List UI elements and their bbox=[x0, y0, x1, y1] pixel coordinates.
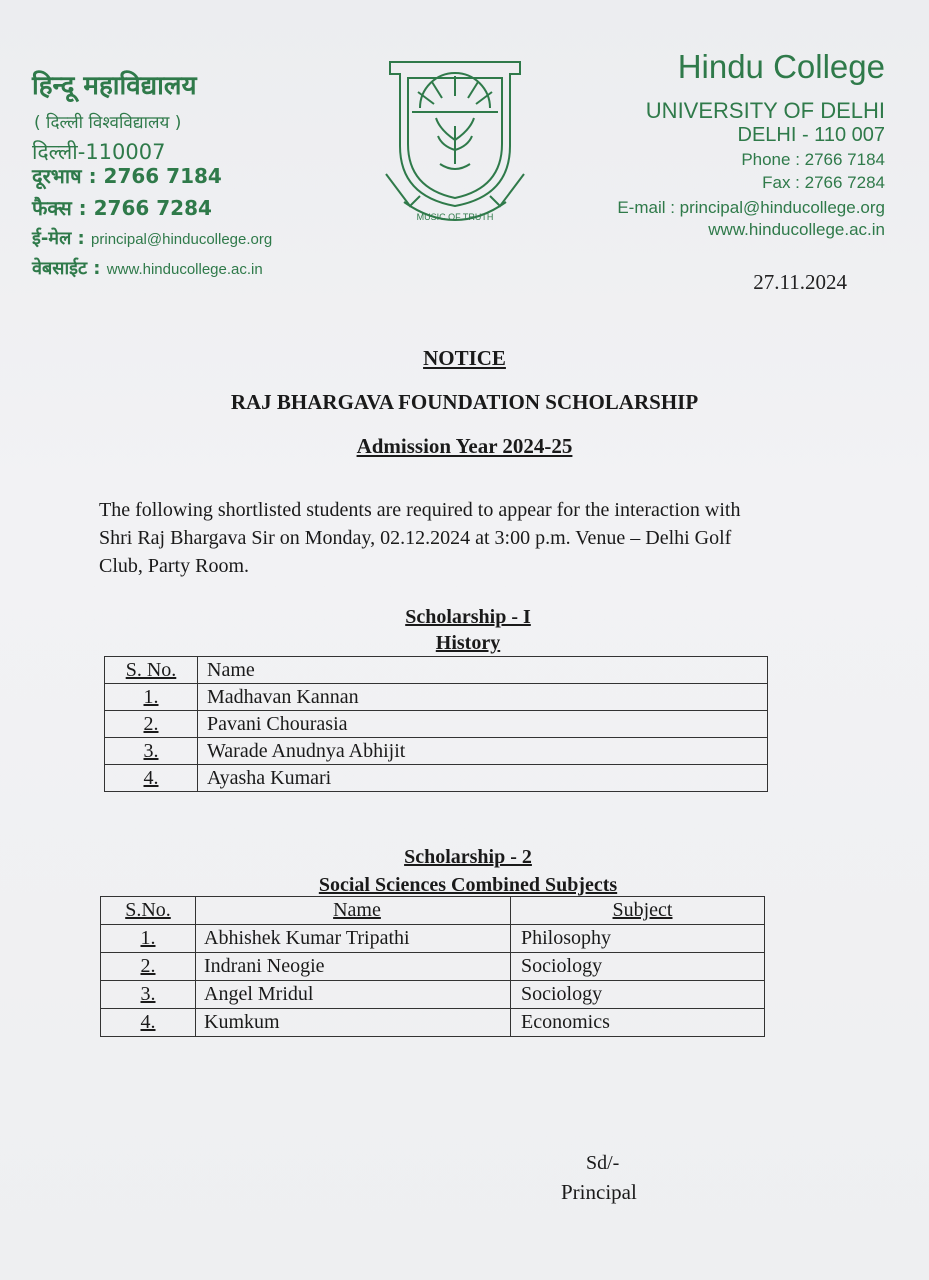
notice-heading: NOTICE bbox=[423, 346, 506, 370]
column-header-subject: Subject bbox=[511, 897, 765, 925]
english-university: UNIVERSITY OF DELHI bbox=[645, 98, 885, 123]
hindi-fax: फैक्स : 2766 7284 bbox=[32, 196, 212, 220]
cell-subject: Sociology bbox=[511, 953, 765, 981]
table-row bbox=[101, 981, 765, 1009]
hindi-email-label: ई-मेल : bbox=[32, 228, 85, 249]
hindi-website-label: वेबसाईट : bbox=[32, 258, 101, 279]
scholarship-scheme-title: RAJ BHARGAVA FOUNDATION SCHOLARSHIP bbox=[230, 390, 699, 414]
crest-motto: MUSIC OF TRUTH bbox=[416, 212, 494, 222]
notice-body-line: Club, Party Room. bbox=[99, 555, 250, 577]
signatory-designation: Principal bbox=[561, 1180, 637, 1204]
cell-name: Kumkum bbox=[196, 1009, 511, 1037]
notice-body-line: The following shortlisted students are required to appear for the interaction with bbox=[99, 499, 741, 521]
cell-name: Madhavan Kannan bbox=[198, 684, 768, 711]
cell-sno: 3. bbox=[101, 981, 196, 1009]
scholarship1-subtitle: History bbox=[435, 632, 501, 654]
hindi-website-value: www.hinducollege.ac.in bbox=[106, 261, 263, 278]
notice-date: 27.11.2024 bbox=[753, 270, 847, 294]
cell-sno: 4. bbox=[101, 1009, 196, 1037]
admission-year: Admission Year 2024-25 bbox=[356, 434, 573, 458]
table-row bbox=[101, 1009, 765, 1037]
hindi-website bbox=[32, 256, 263, 280]
cell-subject: Philosophy bbox=[511, 925, 765, 953]
cell-sno: 3. bbox=[105, 738, 198, 765]
cell-sno: 1. bbox=[105, 684, 198, 711]
table-row bbox=[105, 765, 768, 792]
scholarship2-title: Scholarship - 2 bbox=[404, 846, 532, 868]
cell-name: Abhishek Kumar Tripathi bbox=[196, 925, 511, 953]
english-phone: Phone : 2766 7184 bbox=[741, 150, 885, 169]
english-city: DELHI - 110 007 bbox=[737, 124, 885, 146]
column-header-sno: S.No. bbox=[101, 897, 196, 925]
cell-name: Ayasha Kumari bbox=[198, 765, 768, 792]
notice-body-line: Shri Raj Bhargava Sir on Monday, 02.12.2024 at 3:00 p.m. Venue – Delhi Golf bbox=[99, 527, 732, 549]
hindi-phone: दूरभाष : 2766 7184 bbox=[32, 164, 222, 188]
hindi-university: ( दिल्ली विश्वविद्यालय ) bbox=[34, 113, 182, 133]
hindi-email-value: principal@hinducollege.org bbox=[91, 231, 273, 248]
cell-subject: Economics bbox=[511, 1009, 765, 1037]
scholarship2-subtitle: Social Sciences Combined Subjects bbox=[318, 874, 618, 896]
cell-sno: 2. bbox=[105, 711, 198, 738]
english-college-name: Hindu College bbox=[677, 48, 885, 85]
scholarship1-title: Scholarship - I bbox=[405, 606, 531, 628]
hindi-email bbox=[32, 226, 272, 250]
hindi-city: दिल्ली-110007 bbox=[32, 140, 166, 164]
column-header-name: Name bbox=[196, 897, 511, 925]
table-row bbox=[105, 684, 768, 711]
table-row bbox=[101, 925, 765, 953]
english-website: www.hinducollege.ac.in bbox=[708, 220, 885, 239]
table-header-row bbox=[105, 657, 768, 684]
hindi-college-name: हिन्दू महाविद्यालय bbox=[32, 71, 197, 101]
scholarship2-table bbox=[100, 896, 765, 1037]
cell-sno: 2. bbox=[101, 953, 196, 981]
column-header-sno: S. No. bbox=[105, 657, 198, 684]
cell-name: Indrani Neogie bbox=[196, 953, 511, 981]
table-row bbox=[101, 953, 765, 981]
english-email: E-mail : principal@hinducollege.org bbox=[617, 198, 885, 217]
cell-subject: Sociology bbox=[511, 981, 765, 1009]
table-row bbox=[105, 738, 768, 765]
scholarship1-table bbox=[104, 656, 768, 792]
signature-mark: Sd/- bbox=[586, 1152, 620, 1174]
english-fax: Fax : 2766 7284 bbox=[762, 173, 885, 192]
cell-name: Angel Mridul bbox=[196, 981, 511, 1009]
table-row bbox=[105, 711, 768, 738]
cell-name: Pavani Chourasia bbox=[198, 711, 768, 738]
column-header-name: Name bbox=[198, 657, 768, 684]
cell-sno: 1. bbox=[101, 925, 196, 953]
college-crest-logo bbox=[380, 56, 530, 226]
cell-sno: 4. bbox=[105, 765, 198, 792]
cell-name: Warade Anudnya Abhijit bbox=[198, 738, 768, 765]
table-header-row bbox=[101, 897, 765, 925]
notice-body bbox=[99, 496, 859, 580]
